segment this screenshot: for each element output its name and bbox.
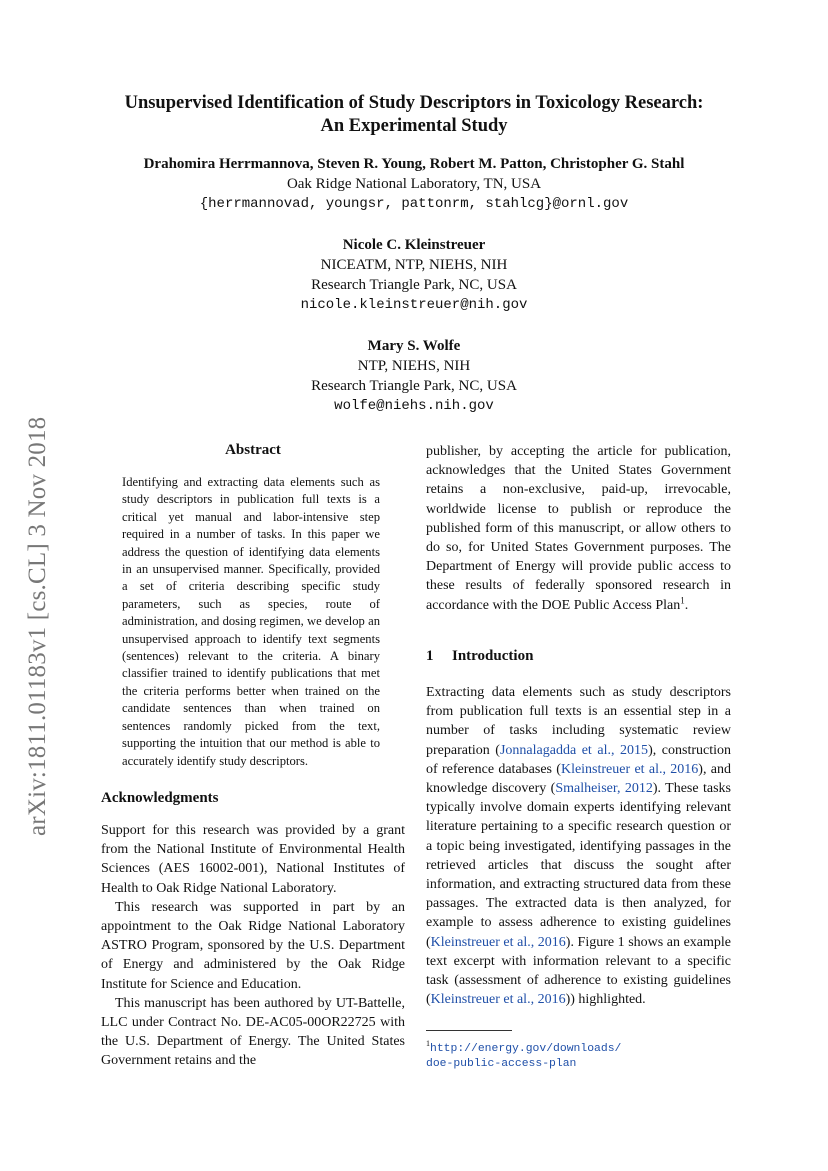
affiliation-wolfe-2: Research Triangle Park, NC, USA <box>311 378 517 394</box>
intro-text-2: ), construction of reference databases ( <box>426 742 731 777</box>
citation-jonnalagadda[interactable]: Jonnalagadda et al., 2015 <box>499 742 649 758</box>
acknowledgments-body <box>101 821 405 1071</box>
introduction-body <box>426 683 731 1009</box>
footnote-reference[interactable]: 1 <box>680 594 685 605</box>
footnote-rule <box>426 1030 512 1031</box>
arxiv-stamp: arXiv:1811.01183v1 [cs.CL] 3 Nov 2018 <box>24 416 51 836</box>
section-number: 1 <box>426 648 434 664</box>
email-kleinstreuer: nicole.kleinstreuer@nih.gov <box>300 297 528 313</box>
author-name-wolfe: Mary S. Wolfe <box>367 338 461 354</box>
acknowledgments-heading: Acknowledgments <box>101 790 219 806</box>
citation-kleinstreuer[interactable]: Kleinstreuer et al., 2016 <box>430 934 566 950</box>
paper-title <box>60 92 768 138</box>
email-wolfe: wolfe@niehs.nih.gov <box>334 398 494 414</box>
abstract-text: Identifying and extracting data elements such as study descriptors in publication full texts is a critical yet manual and labor-intensive step required in a number of tasks. In this paper we address the question of identifying data elements in an unsupervised manner. Specifically, provided a set of criteria describing specific study parameters, such as species, route of administration, and dosing regimen, we develop an unsupervised approach to identify text segments (sentences) relevant to the criteria. A binary classifier trained to identify publications that met the criteria performs better when trained on the candidate sentences than when trained on sentences randomly picked from the text, supporting the intuition that our method is able to accurately identify study descriptors. <box>122 475 380 768</box>
title-line-2: An Experimental Study <box>320 116 508 136</box>
abstract-body <box>122 474 380 770</box>
intro-text-3: ), and knowledge discovery ( <box>426 761 731 797</box>
ack-paragraph-2: This research was supported in part by an appointment to the Oak Ridge National Laboratory ASTRO Program, sponsored by the U.S. Department of Energy and administered by the Oak Ridge Institute for Science and Education. <box>101 899 405 992</box>
title-line-1: Unsupervised Identification of Study Descriptors in Toxicology Research: <box>124 93 704 113</box>
footnote <box>426 1036 731 1073</box>
ack-continuation-text: publisher, by accepting the article for publication, acknowledges that the United States Government retains a non-exclusive, paid-up, irrevocable, worldwide license to publish or reproduce the published form of this manuscript, or allow others to do so, for United States Government purposes. The Department of Energy will provide public access to these results of federally sponsored research in accordance with the DOE Public Access Plan <box>426 444 731 613</box>
citation-kleinstreuer[interactable]: Kleinstreuer et al., 2016 <box>430 992 566 1008</box>
author-name-kleinstreuer: Nicole C. Kleinstreuer <box>342 237 486 253</box>
email-group-1: {herrmannovad, youngsr, pattonrm, stahlcg}@ornl.gov <box>199 196 629 212</box>
author-names-group-1: Drahomira Herrmannova, Steven R. Young, Robert M. Patton, Christopher G. Stahl <box>143 156 685 172</box>
ack-paragraph-1: Support for this research was provided by a grant from the National Institute of Environmental Health Sciences (AES 16002-001), National Institutes of Health to Oak Ridge National Laboratory. <box>101 823 405 896</box>
citation-kleinstreuer[interactable]: Kleinstreuer et al., 2016 <box>560 761 699 777</box>
affiliation-group-1: Oak Ridge National Laboratory, TN, USA <box>286 176 542 192</box>
ack-end-period: . <box>684 597 689 613</box>
footnote-mark: 1 <box>426 1039 430 1048</box>
introduction-heading <box>426 648 533 665</box>
section-title: Introduction <box>452 648 534 664</box>
footnote-url-part-2[interactable]: doe-public-access-plan <box>426 1058 577 1071</box>
citation-smalheiser[interactable]: Smalheiser, 2012 <box>555 781 653 797</box>
intro-text-4: ). These tasks typically involve domain experts identifying relevant literature pertaining to a specific research question or a topic being investigated, identifying passages in the retrieved articles that discuss the sought after information, and extracting structured data from these passages. The extracted data is then analyzed, for example to assess adherence to existing guidelines ( <box>426 781 731 950</box>
footnote-url-part-1[interactable]: http://energy.gov/downloads/ <box>430 1042 622 1055</box>
ack-paragraph-3: This manuscript has been authored by UT-Battelle, LLC under Contract No. DE-AC05-00OR22725 with the U.S. Department of Energy. The United States Government retains and the <box>101 995 405 1069</box>
intro-paragraph <box>426 683 731 1009</box>
footnote-line-1 <box>426 1036 731 1057</box>
abstract-heading: Abstract <box>225 442 281 458</box>
intro-text-6: )) highlighted. <box>565 992 646 1008</box>
ack-paragraph-3-continued <box>426 442 731 615</box>
intro-text-1: Extracting data elements such as study descriptors from publication full texts is an essential step in a number of tasks including systematic review preparation ( <box>426 685 731 758</box>
affiliation-kleinstreuer-1: NICEATM, NTP, NIEHS, NIH <box>320 257 508 273</box>
intro-text-5: ). Figure 1 shows an example text excerpt with information relevant to a specific task (assessment of adherence to existing guidelines ( <box>426 934 732 1008</box>
ack-continuation <box>426 442 731 615</box>
affiliation-kleinstreuer-2: Research Triangle Park, NC, USA <box>311 277 517 293</box>
affiliation-wolfe-1: NTP, NIEHS, NIH <box>357 358 471 374</box>
